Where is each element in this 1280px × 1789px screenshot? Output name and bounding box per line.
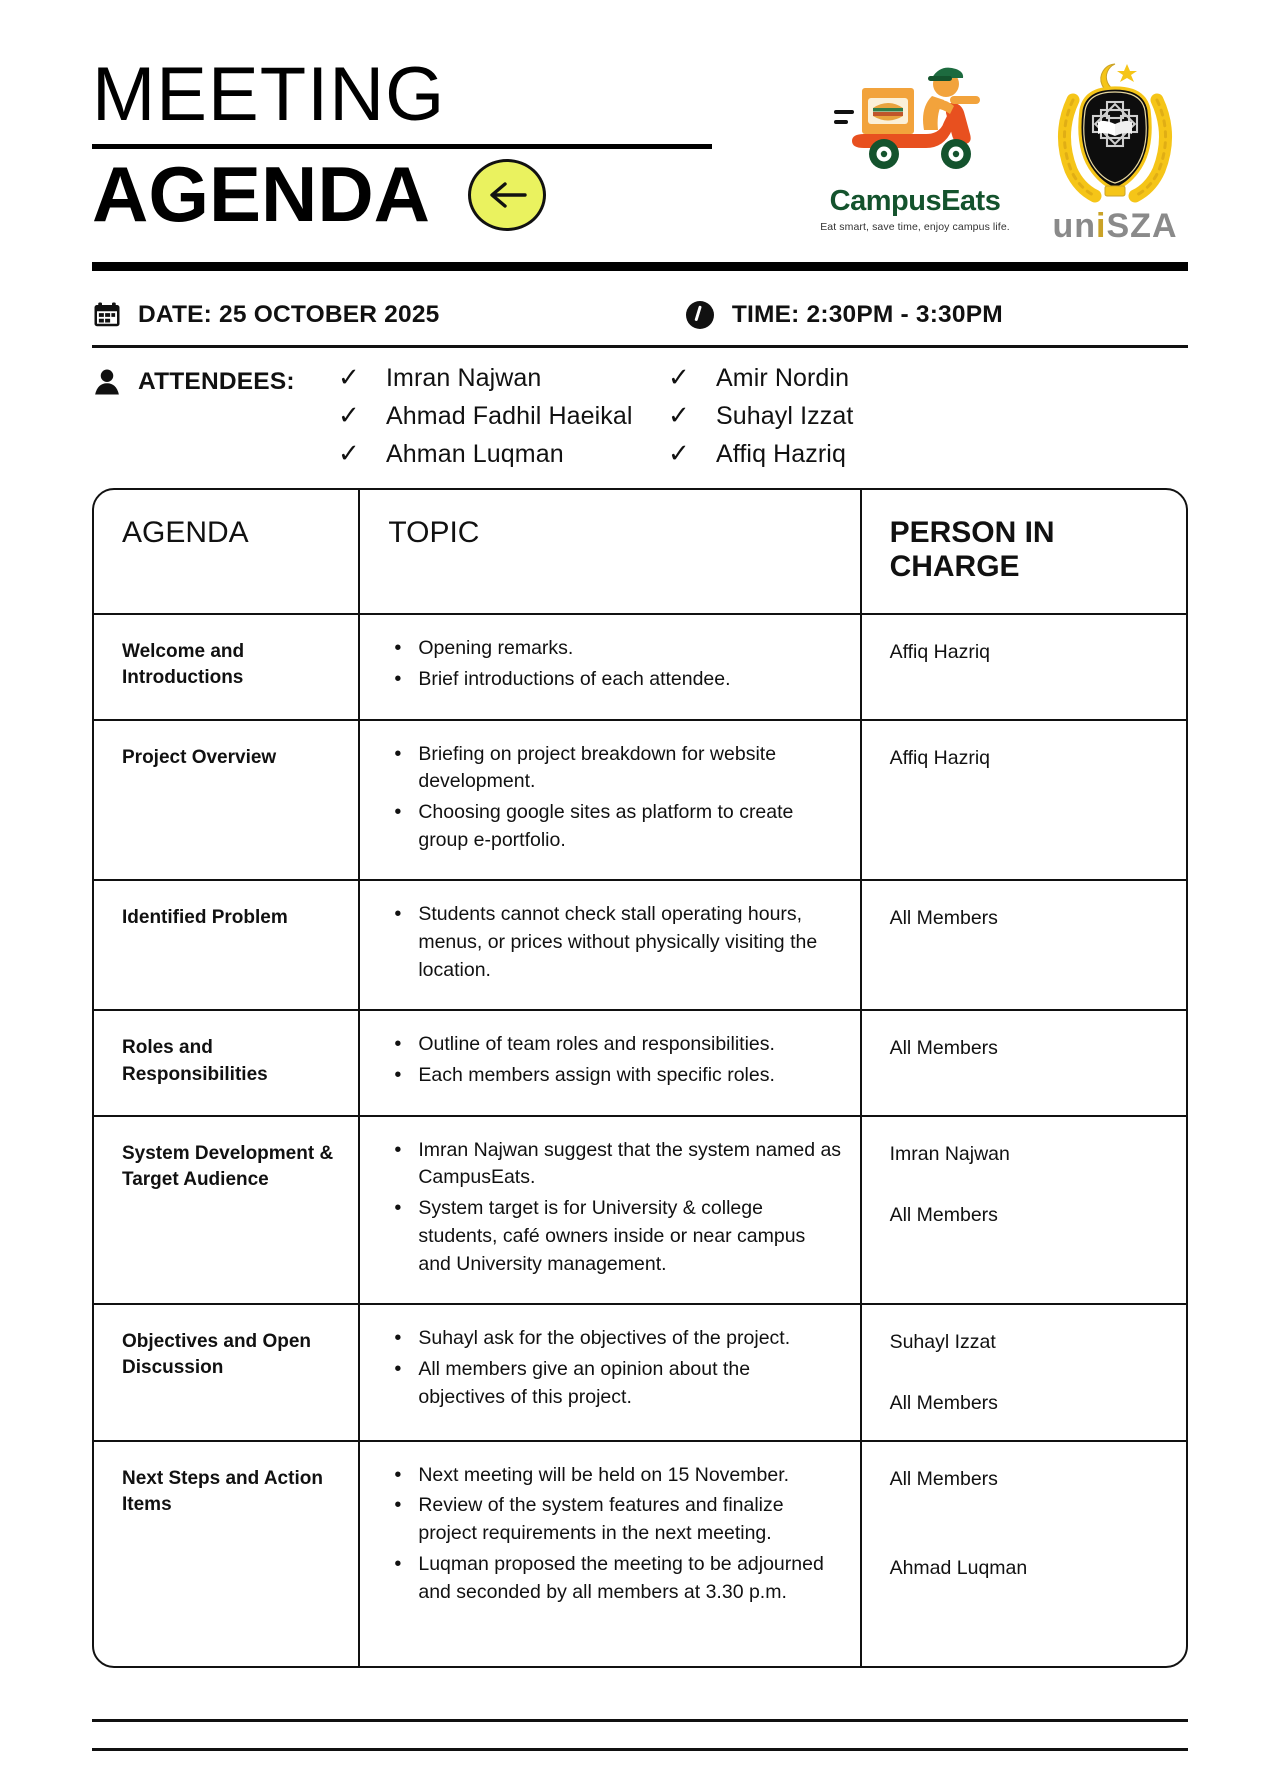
list-item	[668, 440, 998, 469]
check-icon: ✓	[338, 438, 360, 468]
person-in-charge-cell	[861, 1010, 1186, 1115]
list-item	[338, 440, 668, 469]
table-row	[94, 614, 1186, 719]
agenda-cell: Identified Problem	[94, 880, 359, 1010]
attendees-label: ATTENDEES:	[138, 368, 295, 395]
check-icon: ✓	[668, 362, 690, 392]
unisza-word-highlight: i	[1096, 207, 1107, 245]
column-header-person: PERSON IN CHARGE	[861, 490, 1186, 614]
person-name: All Members	[889, 1037, 998, 1060]
person-name: All Members	[889, 1392, 998, 1415]
table-row	[94, 1116, 1186, 1304]
check-icon: ✓	[338, 362, 360, 392]
table-row	[94, 1304, 1186, 1441]
topic-list	[388, 1325, 841, 1411]
logo-group	[820, 40, 1190, 246]
person-name: Affiq Hazriq	[889, 641, 990, 664]
unisza-word-part1: un	[1052, 207, 1097, 245]
topic-list	[388, 1031, 841, 1089]
person-name: Affiq Hazriq	[889, 746, 990, 769]
topic-cell	[359, 880, 860, 1010]
person-name: All Members	[889, 1467, 998, 1490]
list-item	[668, 402, 998, 431]
campuseats-name: CampusEats	[829, 185, 1001, 217]
unisza-wordmark	[1040, 207, 1190, 246]
person-name: Suhayl Izzat	[889, 1331, 996, 1354]
person-name: Imran Najwan	[889, 1142, 1010, 1165]
person-in-charge-cell	[861, 1304, 1186, 1441]
topic-list	[388, 741, 841, 855]
footer-divider-bottom	[92, 1748, 1188, 1751]
topic-list	[388, 1462, 841, 1606]
topic-list	[388, 1137, 841, 1278]
attendee-name: Imran Najwan	[386, 364, 542, 392]
unisza-crest-icon	[1045, 58, 1185, 208]
meta-divider	[92, 345, 1188, 348]
topic-item: • Next meeting will be held on 15 November.	[392, 1462, 841, 1490]
topic-item: • Opening remarks.	[392, 635, 841, 663]
check-icon: ✓	[668, 438, 690, 468]
agenda-cell: Roles and Responsibilities	[94, 1010, 359, 1115]
topic-item: • Each members assign with specific roles.	[392, 1062, 841, 1090]
table-header-row	[94, 490, 1186, 614]
topic-item: • Review of the system features and finalize project requirements in the next meeting.	[392, 1492, 841, 1547]
topic-cell	[359, 720, 860, 881]
arrow-left-icon[interactable]	[468, 159, 546, 231]
topic-item: • Luqman proposed the meeting to be adjourned and seconded by all members at 3.30 p.m.	[392, 1551, 841, 1606]
person-in-charge-cell	[861, 880, 1186, 1010]
topic-cell	[359, 1304, 860, 1441]
topic-item: • System target is for University & college students, café owners inside or near campus and University management.	[392, 1195, 841, 1278]
topic-cell	[359, 1116, 860, 1304]
meta-row	[92, 299, 1188, 331]
agenda-table	[94, 490, 1186, 1666]
column-header-topic: TOPIC	[359, 490, 860, 614]
person-in-charge-cell	[861, 614, 1186, 719]
title-divider-top	[92, 144, 712, 149]
attendee-name: Ahmad Fadhil Haeikal	[386, 402, 633, 430]
page-title-meeting: MEETING	[92, 52, 446, 137]
campuseats-tagline: Eat smart, save time, enjoy campus life.	[820, 221, 1010, 233]
attendees-column-1	[338, 364, 668, 478]
topic-item: • Suhayl ask for the objectives of the project.	[392, 1325, 841, 1353]
attendee-name: Amir Nordin	[716, 364, 850, 392]
table-body	[94, 614, 1186, 1666]
page-title-agenda: AGENDA	[92, 150, 431, 239]
page-header	[0, 0, 1280, 246]
attendee-name: Affiq Hazriq	[716, 440, 846, 468]
topic-item: • Choosing google sites as platform to create group e-portfolio.	[392, 799, 841, 854]
attendee-name: Suhayl Izzat	[716, 402, 854, 430]
person-name: Ahmad Luqman	[889, 1557, 1028, 1580]
agenda-cell: Objectives and Open Discussion	[94, 1304, 359, 1441]
agenda-cell: Project Overview	[94, 720, 359, 881]
table-row	[94, 880, 1186, 1010]
time-block	[684, 299, 1003, 331]
topic-item: • Outline of team roles and responsibilities.	[392, 1031, 841, 1059]
clock-icon	[684, 299, 716, 331]
list-item	[668, 364, 998, 393]
title-block	[92, 40, 712, 239]
topic-item: • Imran Najwan suggest that the system named as CampusEats.	[392, 1137, 841, 1192]
unisza-logo	[1040, 58, 1190, 246]
person-in-charge-cell	[861, 1441, 1186, 1667]
table-row	[94, 720, 1186, 881]
agenda-table-wrapper	[92, 488, 1188, 1668]
page-footer	[92, 1719, 1188, 1751]
topic-item: • Briefing on project breakdown for website development.	[392, 741, 841, 796]
topic-item: • Students cannot check stall operating hours, menus, or prices without physically visiting the location.	[392, 901, 841, 984]
date-block	[92, 300, 684, 330]
attendees-section	[92, 364, 1188, 478]
topic-list	[388, 635, 841, 693]
check-icon: ✓	[668, 400, 690, 430]
list-item	[338, 402, 668, 431]
column-header-agenda: AGENDA	[94, 490, 359, 614]
agenda-title-row	[92, 150, 712, 239]
campuseats-logo	[820, 58, 1010, 233]
person-name: All Members	[889, 907, 998, 930]
agenda-cell: Next Steps and Action Items	[94, 1441, 359, 1667]
person-in-charge-cell	[861, 1116, 1186, 1304]
topic-cell	[359, 1010, 860, 1115]
list-item	[338, 364, 668, 393]
unisza-word-part2: SZA	[1106, 207, 1178, 245]
topic-item: • All members give an opinion about the objectives of this project.	[392, 1356, 841, 1411]
date-label: DATE: 25 OCTOBER 2025	[138, 301, 440, 328]
attendee-name: Ahman Luqman	[386, 440, 564, 468]
time-label: TIME: 2:30PM - 3:30PM	[731, 301, 1003, 328]
table-row	[94, 1441, 1186, 1667]
scooter-delivery-icon	[828, 58, 1003, 178]
check-icon: ✓	[338, 400, 360, 430]
footer-divider-top	[92, 1719, 1188, 1722]
topic-cell	[359, 614, 860, 719]
agenda-cell: System Development & Target Audience	[94, 1116, 359, 1304]
person-name: All Members	[889, 1204, 998, 1227]
table-header	[94, 490, 1186, 614]
topic-cell	[359, 1441, 860, 1667]
header-divider	[92, 262, 1188, 271]
attendees-label-block	[92, 364, 338, 398]
topic-item: • Brief introductions of each attendee.	[392, 666, 841, 694]
attendees-column-2	[668, 364, 998, 478]
person-in-charge-cell	[861, 720, 1186, 881]
person-icon	[92, 366, 122, 398]
calendar-icon	[92, 300, 122, 330]
topic-list	[388, 901, 841, 984]
agenda-cell: Welcome and Introductions	[94, 614, 359, 719]
table-row	[94, 1010, 1186, 1115]
